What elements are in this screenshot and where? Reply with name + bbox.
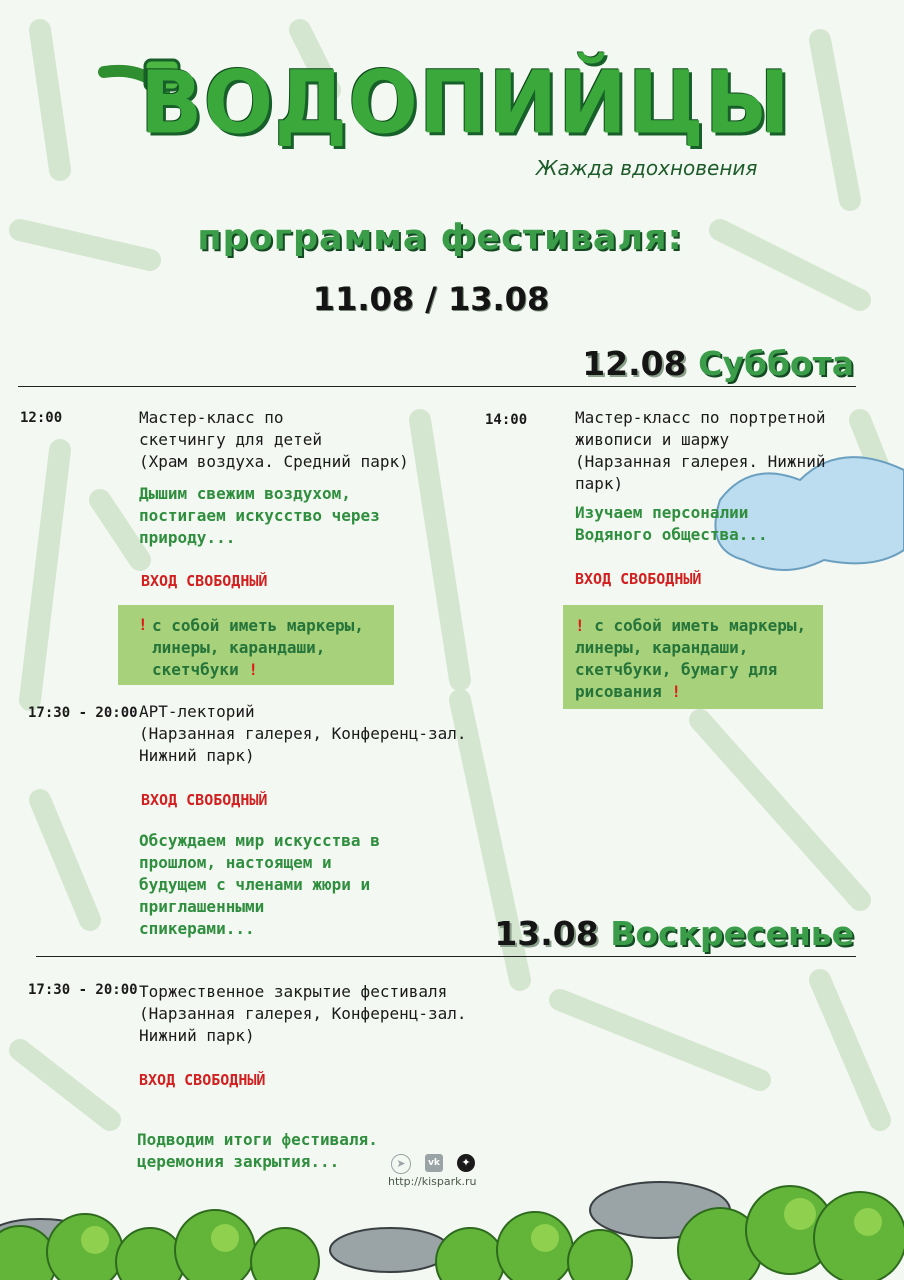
exclamation-icon: ! (575, 616, 595, 635)
entry-label: ВХОД СВОБОДНЫЙ (575, 570, 702, 588)
event-description: Дышим свежим воздухом, постигаем искусство через природу... (139, 484, 380, 547)
entry-label: ВХОД СВОБОДНЫЙ (141, 572, 268, 590)
day-header-sunday (494, 914, 854, 953)
logo-title: ВОДОПИЙЦЫ (140, 53, 791, 154)
vk-icon[interactable]: vk (425, 1154, 443, 1172)
divider (36, 956, 856, 957)
day-weekday: Суббота (698, 344, 854, 383)
exclamation-icon: ! (138, 615, 148, 634)
event-description: Изучаем персоналии Водяного общества... (575, 503, 768, 544)
entry-label: ВХОД СВОБОДНЫЙ (139, 1071, 266, 1089)
program-title: программа фестиваля: (197, 218, 683, 258)
event-time: 14:00 (485, 412, 528, 428)
compass-icon[interactable]: ✦ (457, 1154, 475, 1172)
event-time: 12:00 (20, 410, 63, 426)
site-url[interactable]: http://kispark.ru (388, 1175, 477, 1188)
tagline: Жажда вдохновения (536, 156, 758, 180)
exclamation-icon: ! (238, 660, 258, 679)
day-header-saturday (582, 344, 854, 383)
event-time: 17:30 - 20:00 (28, 982, 138, 998)
note-text: ! с собой иметь маркеры, линеры, карандаши, скетчбуки, бумагу для рисования ! (575, 616, 807, 701)
social-links (391, 1154, 481, 1174)
event-title: Мастер-класс по портретной живописи и шаржу (Нарзанная галерея. Нижний парк) (575, 408, 826, 493)
bring-note (563, 605, 823, 709)
note-text: с собой иметь маркеры, линеры, карандаши, скетчбуки ! (152, 616, 364, 679)
day-date: 12.08 (582, 344, 687, 383)
event-description: Обсуждаем мир искусства в прошлом, настоящем и будущем с членами жюри и приглашенными спикерами... (139, 831, 380, 938)
festival-logo (100, 52, 791, 192)
event-title: Мастер-класс по скетчингу для детей (Храм воздуха. Средний парк) (139, 408, 409, 471)
event-time: 17:30 - 20:00 (28, 705, 138, 721)
divider (18, 386, 856, 387)
event-title: АРТ-лекторий (Нарзанная галерея, Конференц-зал. Нижний парк) (139, 702, 467, 765)
bring-note (118, 605, 394, 685)
telegram-icon[interactable]: ➤ (391, 1154, 411, 1174)
exclamation-icon: ! (661, 682, 681, 701)
day-weekday: Воскресенье (610, 914, 854, 953)
day-date: 13.08 (494, 914, 599, 953)
event-title: Торжественное закрытие фестиваля (Нарзанная галерея, Конференц-зал. Нижний парк) (139, 982, 467, 1045)
entry-label: ВХОД СВОБОДНЫЙ (141, 791, 268, 809)
event-description: Подводим итоги фестиваля. церемония закрытия... (137, 1130, 378, 1171)
program-dates: 11.08 / 13.08 (312, 280, 550, 318)
